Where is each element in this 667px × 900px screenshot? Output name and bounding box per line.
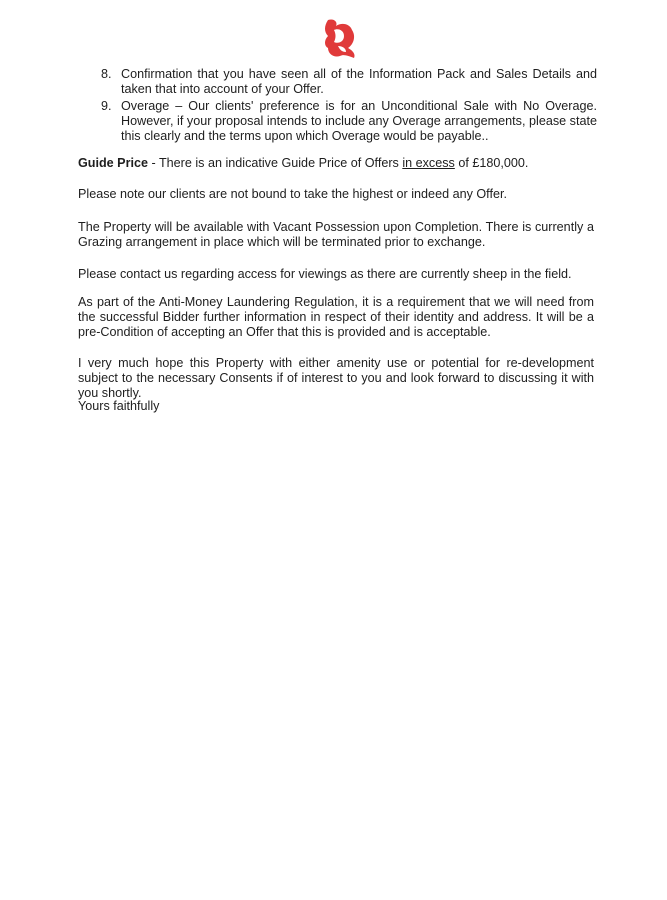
dragon-logo-icon [318,16,362,62]
guide-price-label: Guide Price [78,156,148,170]
guide-price-paragraph [78,156,594,171]
list-item-text: Confirmation that you have seen all of the Information Pack and Sales Details and taken that into account of your Offer. [121,67,597,96]
closing-line: Yours faithfully [78,399,160,413]
viewings-paragraph: Please contact us regarding access for viewings as there are currently sheep in the field. [78,267,572,281]
list-item-text: Overage – Our clients' preference is for an Unconditional Sale with No Overage. However, if your proposal intends to include any Overage arrangements, please state this clearly and the terms upon which Overage would be payable.. [121,99,597,143]
hope-paragraph: I very much hope this Property with either amenity use or potential for re-development subject to the necessary Consents if of interest to you and look forward to discussing it with you shortly. [78,356,594,400]
aml-paragraph: As part of the Anti-Money Laundering Regulation, it is a requirement that we will need from the successful Bidder further information in respect of their identity and address. It will be a pre-Condition of accepting an Offer that this is provided and is acceptable. [78,295,594,339]
list-item-number: 8. [101,67,112,81]
guide-price-text-after: of £180,000. [454,156,529,170]
guide-price-text-before: - There is an indicative Guide Price of Offers [148,156,403,170]
list-item [97,99,597,144]
list-item-number: 9. [101,99,112,113]
not-bound-paragraph: Please note our clients are not bound to take the highest or indeed any Offer. [78,187,507,201]
numbered-list [97,67,597,146]
guide-price-underlined: in excess [402,156,455,170]
list-item [97,67,597,97]
vacant-possession-paragraph: The Property will be available with Vacant Possession upon Completion. There is currently a Grazing arrangement in place which will be terminated prior to exchange. [78,220,594,249]
